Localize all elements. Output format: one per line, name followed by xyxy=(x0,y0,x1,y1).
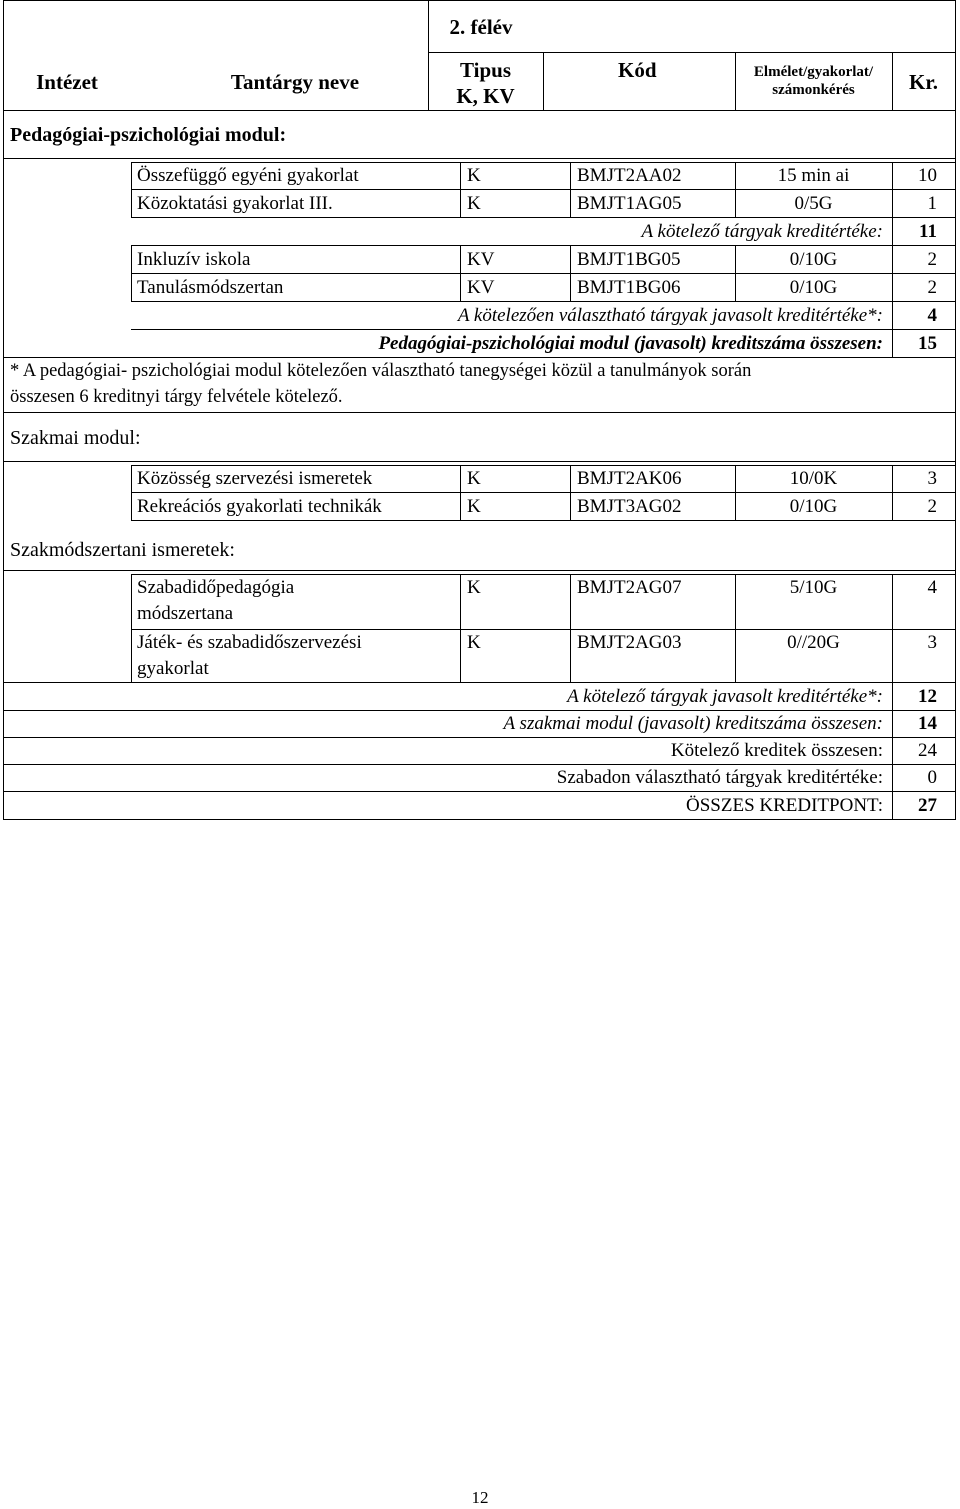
rule xyxy=(131,162,132,218)
module1-total-value: 15 xyxy=(918,333,937,354)
module1-title: Pedagógiai-pszichológiai modul: xyxy=(10,124,287,146)
subject-name: Játék- és szabadidőszervezési xyxy=(137,632,362,653)
module1-total-label: Pedagógiai-pszichológiai modul (javasolt) kreditszáma összesen: xyxy=(378,333,883,354)
subject-name-line-2: módszertana xyxy=(137,603,234,624)
rule xyxy=(131,189,956,190)
subject-credit: 2 xyxy=(927,496,937,517)
rule xyxy=(570,245,571,301)
subject-code: BMJT2AK06 xyxy=(577,468,682,489)
subject-credit: 3 xyxy=(927,632,937,653)
footnote: * A pedagógiai- pszichológiai modul kötelezően választható tanegységei közül a tanulmányok során xyxy=(10,361,752,381)
col-credit: Kr. xyxy=(909,70,938,94)
rule xyxy=(460,245,461,301)
semester-heading: 2. félév xyxy=(449,15,513,39)
col-institute: Intézet xyxy=(36,70,98,94)
rule xyxy=(570,574,571,683)
rule xyxy=(131,301,956,302)
subject-load: 0/10G xyxy=(789,496,838,517)
subject-code: BMJT2AG07 xyxy=(577,577,682,598)
module3-title: Szakmódszertani ismeretek: xyxy=(10,539,235,561)
elective-credit-label: A kötelezően választható tárgyak javasolt kreditértéke*: xyxy=(457,305,883,326)
mandatory-credit-value: 11 xyxy=(919,221,937,242)
rule xyxy=(3,682,956,683)
subject-credit: 4 xyxy=(927,577,937,598)
subject-name: Rekreációs gyakorlati technikák xyxy=(137,496,382,517)
rule xyxy=(3,0,956,1)
rule xyxy=(131,465,956,466)
rule xyxy=(131,245,132,301)
rule xyxy=(428,52,956,53)
rule xyxy=(131,520,956,521)
col-subject: Tantárgy neve xyxy=(230,70,360,94)
rule xyxy=(3,791,956,792)
rule xyxy=(460,465,461,521)
subject-type: KV xyxy=(467,249,495,270)
rule xyxy=(131,629,956,630)
subject-credit: 2 xyxy=(927,249,937,270)
rule xyxy=(3,110,956,111)
rule xyxy=(543,52,544,110)
rule xyxy=(3,158,956,159)
subject-code: BMJT3AG02 xyxy=(577,496,682,517)
mandatory-credit-label: A kötelező tárgyak kreditértéke: xyxy=(641,221,883,242)
required-credits-value: 24 xyxy=(918,740,937,761)
subject-code: BMJT2AG03 xyxy=(577,632,682,653)
subject-type: K xyxy=(467,468,481,489)
subject-load: 0/10G xyxy=(789,249,838,270)
subject-load: 5/10G xyxy=(789,577,838,598)
rule xyxy=(570,162,571,218)
rule xyxy=(131,245,956,246)
elective-credit-value: 4 xyxy=(927,305,937,326)
subject-load: 10/0K xyxy=(789,468,838,489)
subject-code: BMJT1AG05 xyxy=(577,193,682,214)
col-code: Kód xyxy=(618,58,657,82)
rule xyxy=(3,461,956,462)
subject-name: Összefüggő egyéni gyakorlat xyxy=(137,165,359,186)
module3-mandatory-label: A kötelező tárgyak javasolt kreditértéke*: xyxy=(567,686,883,707)
rule xyxy=(3,737,956,738)
rule xyxy=(3,570,956,571)
rule xyxy=(3,357,956,358)
subject-name: Közösség szervezési ismeretek xyxy=(137,468,373,489)
total-credits-label: ÖSSZES KREDITPONT: xyxy=(686,795,883,816)
subject-type: K xyxy=(467,165,481,186)
module3-total-label: A szakmai modul (javasolt) kreditszáma összesen: xyxy=(503,713,883,734)
subject-type: K xyxy=(467,496,481,517)
col-theory: Elmélet/gyakorlat/ xyxy=(753,64,874,80)
subject-credit: 10 xyxy=(918,165,937,186)
rule xyxy=(3,412,956,413)
rule xyxy=(3,819,956,820)
subject-name: Szabadidőpedagógia xyxy=(137,577,295,598)
rule xyxy=(131,465,132,521)
rule xyxy=(3,710,956,711)
module2-title: Szakmai modul: xyxy=(10,427,141,449)
subject-code: BMJT1BG05 xyxy=(577,249,681,270)
col-theory-2: számonkérés xyxy=(772,82,855,98)
rule xyxy=(131,492,956,493)
subject-name-line-2: gyakorlat xyxy=(137,658,209,679)
rule xyxy=(3,764,956,765)
module3-mandatory-value: 12 xyxy=(918,686,937,707)
rule xyxy=(131,273,956,274)
subject-type: K xyxy=(467,632,481,653)
footnote-line-2: összesen 6 kreditnyi tárgy felvétele kötelező. xyxy=(10,387,343,407)
subject-name: Tanulásmódszertan xyxy=(137,277,284,298)
subject-load: 0//20G xyxy=(787,632,840,653)
subject-credit: 1 xyxy=(927,193,937,214)
subject-credit: 3 xyxy=(927,468,937,489)
rule xyxy=(131,574,132,683)
module3-total-value: 14 xyxy=(918,713,937,734)
total-credits-value: 27 xyxy=(918,795,937,816)
subject-load: 0/5G xyxy=(794,193,833,214)
subject-type: K xyxy=(467,193,481,214)
page-number: 12 xyxy=(471,1488,489,1507)
free-credits-label: Szabadon választható tárgyak kreditértéke: xyxy=(556,767,883,788)
subject-load: 0/10G xyxy=(789,277,838,298)
subject-type: K xyxy=(467,577,481,598)
table-border-right xyxy=(955,0,956,820)
subject-name: Közoktatási gyakorlat III. xyxy=(137,193,333,214)
rule xyxy=(460,162,461,218)
subject-load: 15 min ai xyxy=(777,165,850,186)
free-credits-value: 0 xyxy=(927,767,937,788)
rule xyxy=(131,574,956,575)
rule xyxy=(131,217,956,218)
rule xyxy=(131,329,956,330)
rule xyxy=(131,162,956,163)
required-credits-label: Kötelező kreditek összesen: xyxy=(670,740,883,761)
col-type-values: K, KV xyxy=(456,84,515,108)
subject-credit: 2 xyxy=(927,277,937,298)
subject-name: Inkluzív iskola xyxy=(137,249,251,270)
subject-type: KV xyxy=(467,277,495,298)
rule xyxy=(460,574,461,683)
rule xyxy=(570,465,571,521)
subject-code: BMJT2AA02 xyxy=(577,165,682,186)
subject-code: BMJT1BG06 xyxy=(577,277,681,298)
col-type: Tipus xyxy=(460,58,511,82)
